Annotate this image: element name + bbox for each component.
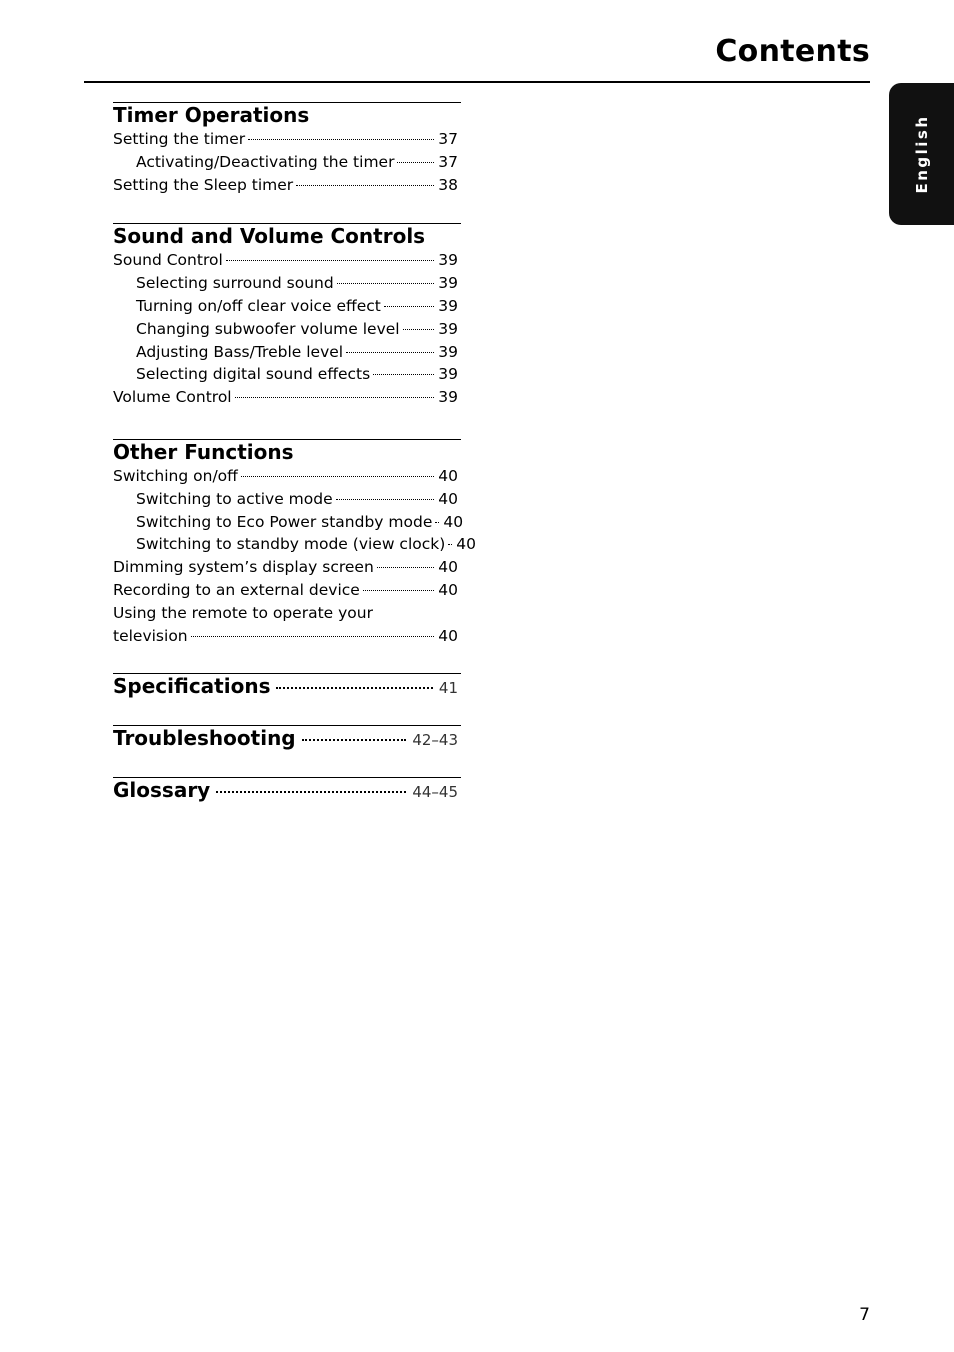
toc-entry-page: 39 bbox=[438, 251, 458, 270]
toc-entry-page: 40 bbox=[438, 466, 458, 485]
toc-entry-glossary[interactable] bbox=[113, 778, 461, 802]
dot-leader bbox=[377, 567, 434, 568]
section-timer-operations bbox=[113, 102, 461, 196]
section-heading: Troubleshooting bbox=[113, 726, 296, 751]
dot-leader bbox=[363, 590, 434, 591]
toc-entry-page: 44–45 bbox=[412, 783, 458, 802]
dot-leader bbox=[384, 306, 434, 307]
toc-entry-label: television bbox=[113, 626, 188, 645]
section-sound-volume-controls bbox=[113, 223, 461, 409]
toc-entry-page: 40 bbox=[438, 489, 458, 508]
toc-entry-page: 39 bbox=[438, 319, 458, 338]
title-divider bbox=[84, 81, 870, 83]
toc-entry[interactable] bbox=[113, 128, 461, 151]
toc-entry-label: Switching to standby mode (view clock) bbox=[136, 535, 446, 554]
toc-entry[interactable] bbox=[113, 341, 461, 364]
page-title: Contents bbox=[715, 34, 870, 69]
dot-leader bbox=[276, 687, 432, 689]
toc-entry[interactable] bbox=[113, 249, 461, 272]
toc-entry-page: 39 bbox=[438, 365, 458, 384]
toc-entry-page: 40 bbox=[438, 558, 458, 577]
toc-entry-page: 39 bbox=[438, 342, 458, 361]
section-heading: Glossary bbox=[113, 778, 211, 803]
language-tab-label: English bbox=[912, 114, 931, 194]
toc-entry-page: 39 bbox=[438, 296, 458, 315]
toc-entry-specifications[interactable] bbox=[113, 674, 461, 698]
section-specifications bbox=[113, 673, 461, 698]
section-heading: Other Functions bbox=[113, 439, 294, 464]
toc-entry-label-line1[interactable]: Using the remote to operate your bbox=[113, 603, 373, 622]
dot-leader bbox=[296, 185, 434, 186]
toc-entry[interactable] bbox=[113, 488, 461, 511]
toc-entry-page: 40 bbox=[438, 626, 458, 645]
dot-leader bbox=[397, 162, 434, 163]
toc-entry[interactable] bbox=[113, 318, 461, 341]
toc-entry-page: 39 bbox=[438, 274, 458, 293]
dot-leader bbox=[235, 397, 435, 398]
toc-entry-label: Dimming system’s display screen bbox=[113, 558, 374, 577]
dot-leader bbox=[448, 544, 452, 545]
toc-entry[interactable] bbox=[113, 511, 464, 534]
toc-entry[interactable] bbox=[113, 533, 477, 556]
toc-entry[interactable] bbox=[113, 295, 461, 318]
toc-entry[interactable] bbox=[113, 386, 461, 409]
toc-entry-label: Sound Control bbox=[113, 251, 223, 270]
toc-entry-label: Selecting surround sound bbox=[136, 274, 334, 293]
toc-entry-label: Switching to active mode bbox=[136, 489, 333, 508]
toc-entry-page: 38 bbox=[438, 175, 458, 194]
section-heading: Timer Operations bbox=[113, 103, 310, 127]
dot-leader bbox=[241, 476, 434, 477]
section-other-functions bbox=[113, 439, 477, 647]
section-heading: Specifications bbox=[113, 674, 271, 699]
toc-entry-label: Adjusting Bass/Treble level bbox=[136, 342, 344, 361]
dot-leader bbox=[346, 352, 434, 353]
dot-leader bbox=[403, 329, 435, 330]
toc-entry[interactable] bbox=[113, 556, 461, 579]
toc-entry-label: Activating/Deactivating the timer bbox=[136, 152, 395, 171]
section-heading: Sound and Volume Controls bbox=[113, 224, 426, 249]
dot-leader bbox=[337, 283, 435, 284]
toc-entry-label: Selecting digital sound effects bbox=[136, 365, 371, 384]
toc-entry-page: 40 bbox=[456, 535, 477, 554]
toc-entry-page: 40 bbox=[443, 512, 464, 531]
toc-entry[interactable] bbox=[113, 465, 461, 488]
language-tab bbox=[889, 83, 954, 225]
toc-entry-troubleshooting[interactable] bbox=[113, 726, 461, 750]
toc-entry[interactable] bbox=[113, 272, 461, 295]
toc-entry-label: Setting the timer bbox=[113, 130, 246, 148]
dot-leader bbox=[302, 739, 407, 741]
table-of-contents bbox=[113, 102, 477, 803]
toc-entry-label: Volume Control bbox=[113, 388, 232, 407]
dot-leader bbox=[435, 522, 439, 523]
dot-leader bbox=[191, 636, 435, 637]
toc-entry-label: Recording to an external device bbox=[113, 580, 360, 599]
toc-entry-label: Turning on/off clear voice effect bbox=[136, 296, 381, 315]
dot-leader bbox=[216, 791, 406, 793]
toc-entry-label: Switching to Eco Power standby mode bbox=[136, 512, 433, 531]
toc-entry-label: Changing subwoofer volume level bbox=[136, 319, 400, 338]
dot-leader bbox=[226, 260, 435, 261]
toc-entry[interactable] bbox=[113, 363, 461, 386]
toc-entry-page: 42–43 bbox=[412, 731, 458, 750]
toc-entry-page: 39 bbox=[438, 388, 458, 407]
dot-leader bbox=[248, 139, 434, 140]
section-troubleshooting bbox=[113, 725, 461, 750]
toc-entry-page: 37 bbox=[438, 130, 458, 148]
toc-entry-page: 37 bbox=[438, 152, 458, 171]
dot-leader bbox=[336, 499, 435, 500]
toc-entry-label: Switching on/off bbox=[113, 466, 238, 485]
page-number: 7 bbox=[859, 1305, 870, 1325]
toc-entry[interactable] bbox=[113, 151, 461, 174]
dot-leader bbox=[373, 374, 434, 375]
toc-entry[interactable] bbox=[113, 579, 461, 602]
toc-entry-page: 40 bbox=[438, 580, 458, 599]
section-glossary bbox=[113, 777, 461, 802]
toc-entry-page: 41 bbox=[438, 679, 458, 698]
toc-entry[interactable] bbox=[113, 174, 461, 197]
toc-entry-label: Setting the Sleep timer bbox=[113, 175, 294, 194]
toc-entry[interactable] bbox=[113, 625, 461, 648]
